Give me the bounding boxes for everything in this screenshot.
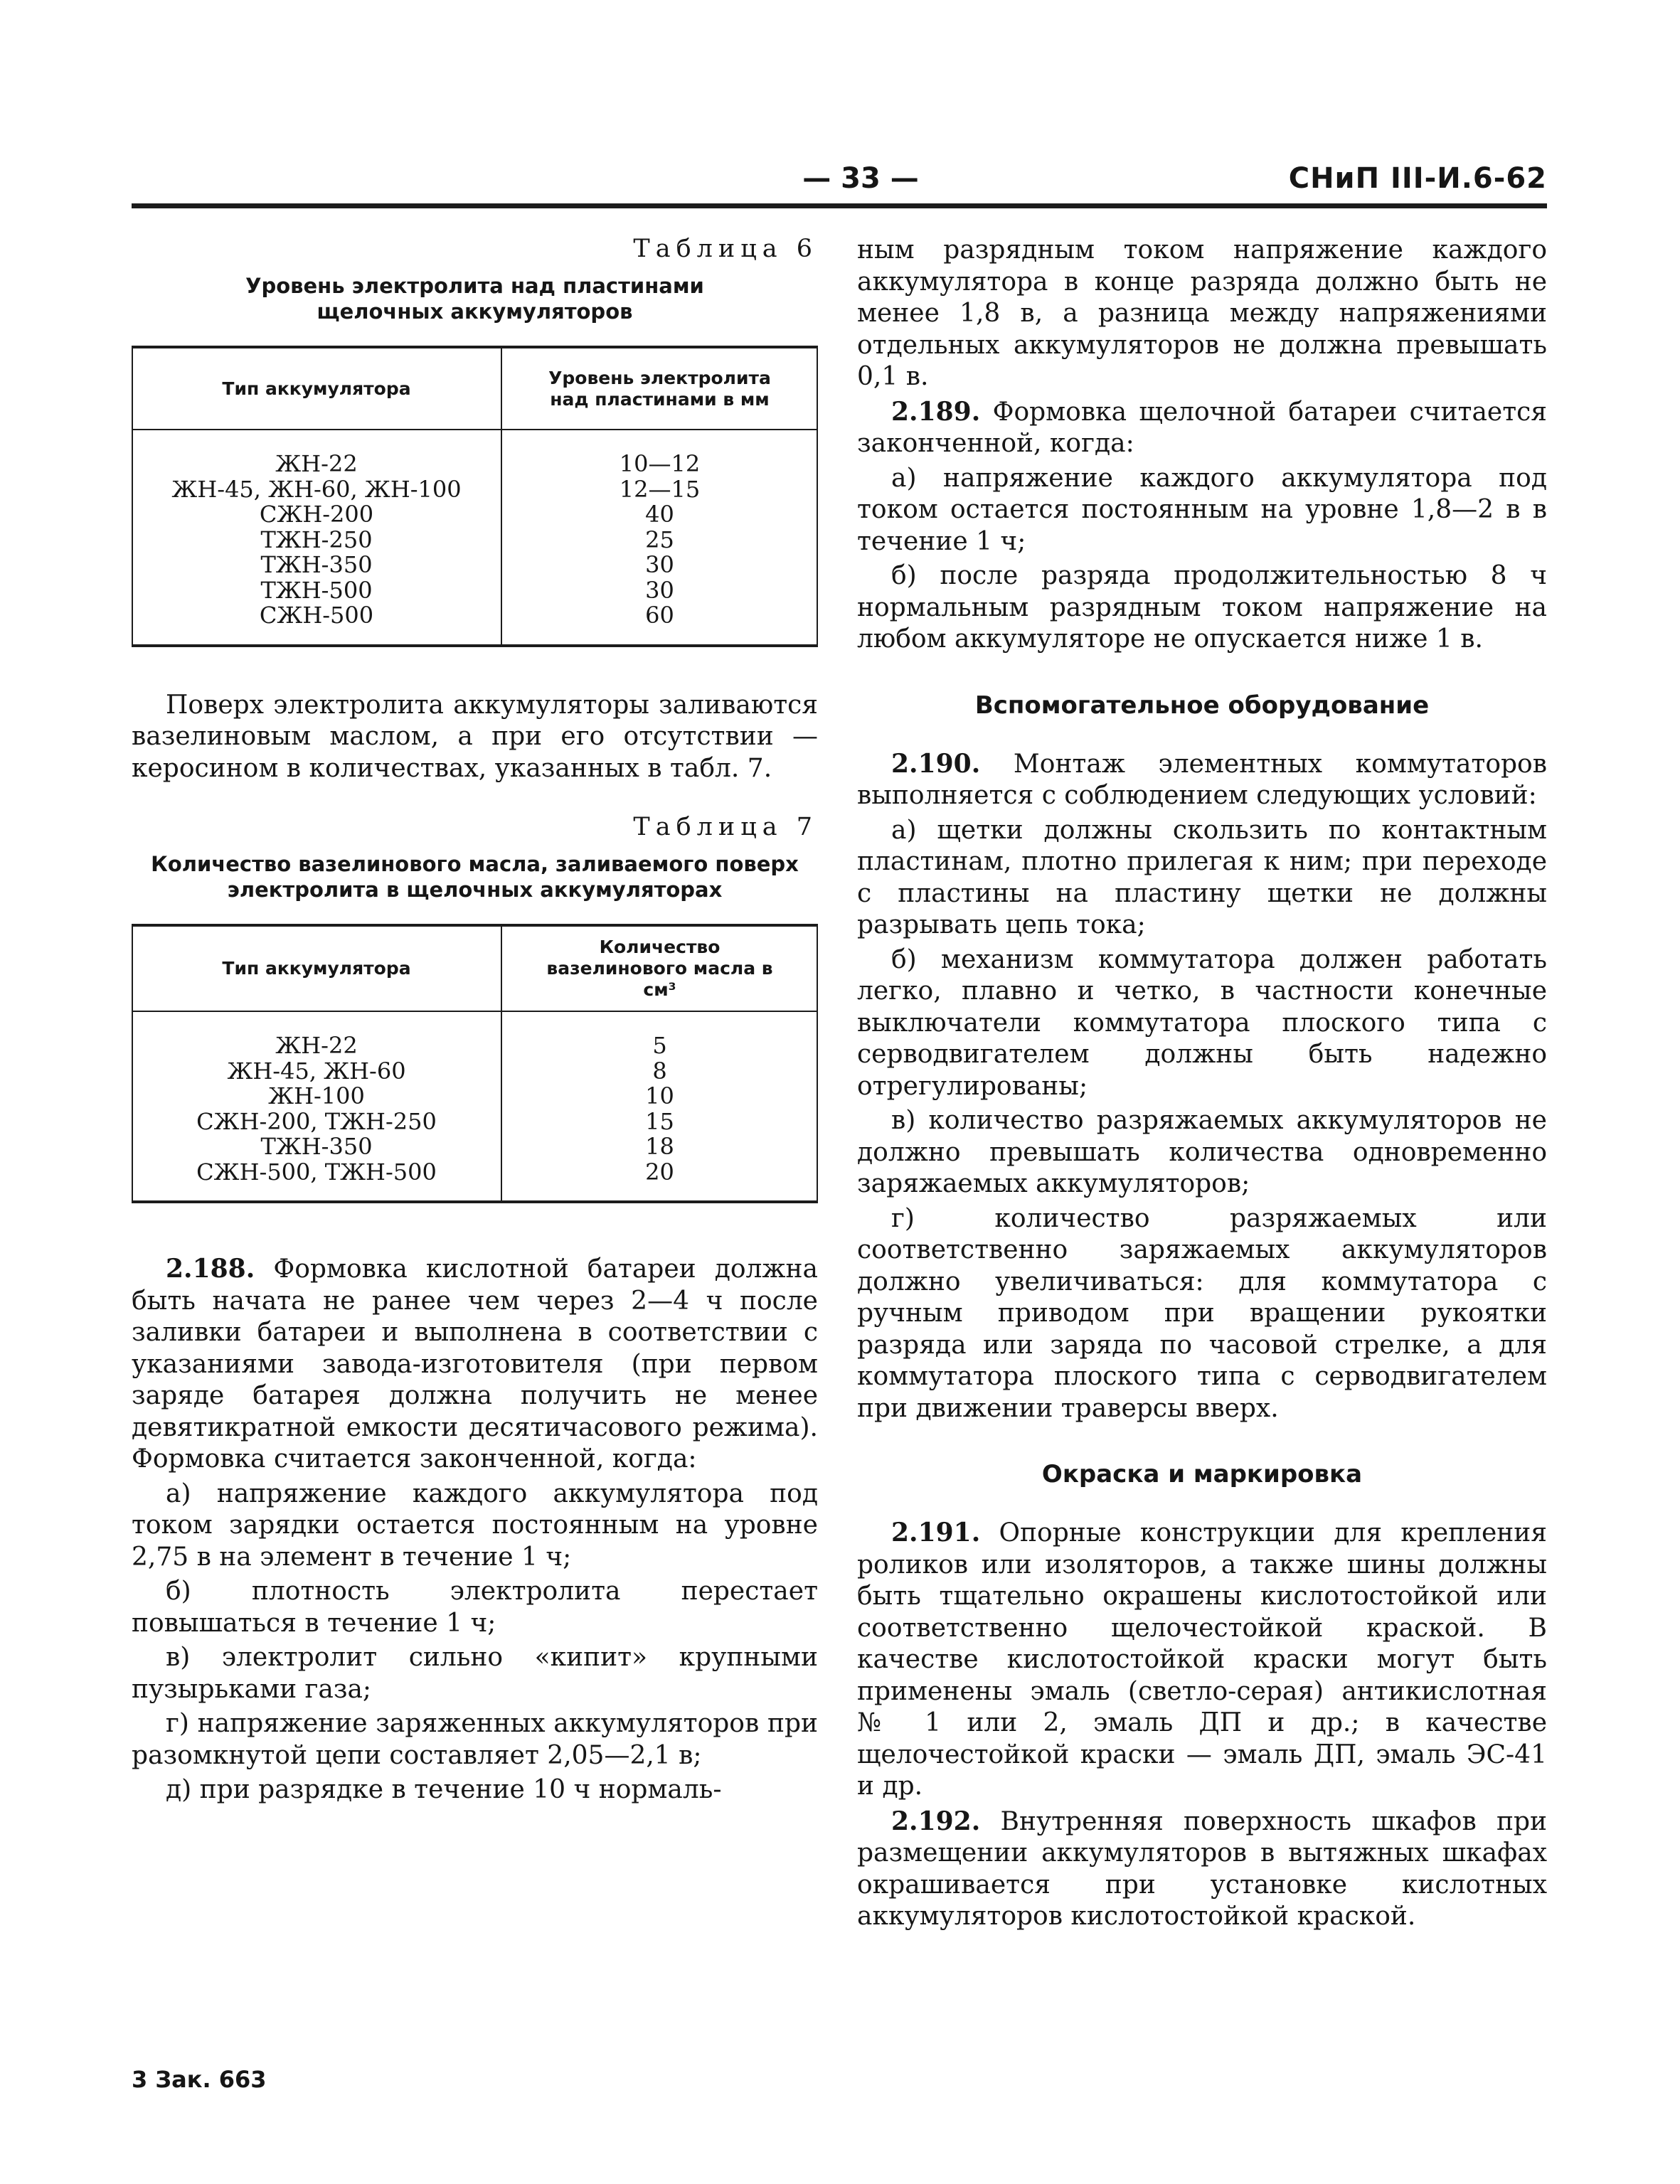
table-7-cell-value: 18 <box>645 1133 674 1160</box>
table-7-col2-header: Количество вазелинового масла в см³ <box>546 937 773 1000</box>
table-6-cell-value: 12—15 <box>619 475 701 503</box>
list-item: д) при разрядке в течение 10 ч нормаль- <box>166 1775 722 1804</box>
table-7-header <box>132 927 818 1012</box>
table-7-column-divider <box>501 927 502 1200</box>
right-column <box>857 235 1547 1933</box>
paragraph-text: Внутренняя поверхность шкафов при размещении аккумуляторов в вытяжных шкафах окрашивается при установке кислотных аккумуляторов кислотостойкой краской. <box>857 1806 1547 1931</box>
table-6-body <box>132 430 818 644</box>
list-item: б) механизм коммутатора должен работать легко, плавно и четко, в частности конечные выключатели коммутатора плоского типа с серводвигателем должны быть надежно отрегулированы; <box>857 944 1547 1101</box>
table-7 <box>132 924 818 1203</box>
table-6-cell-type: ЖН-22 <box>275 450 358 477</box>
table-7-border-left <box>132 927 133 1200</box>
table-7-cell-value: 20 <box>645 1158 674 1186</box>
list-item: в) количество разряжаемых аккумуляторов не должно превышать количества одновременно заряжаемых аккумуляторов; <box>857 1106 1547 1198</box>
section-heading-auxiliary: Вспомогательное оборудование <box>974 691 1430 720</box>
paragraph-text: Формовка кислотной батареи должна быть начата не ранее чем через 2—4 ч после заливки батареи и выполнена в соответствии с указаниями завода-изготовителя (при первом заряде батарея должна получить не менее девятикратной емкости десятичасового режима). Формовка считается законченной, когда: <box>132 1255 818 1474</box>
page-header <box>132 162 1547 202</box>
table-7-values <box>501 1033 818 1185</box>
table-6-col2-header: Уровень электролита над пластинами в мм <box>548 367 771 410</box>
section-heading-painting: Окраска и маркировка <box>1041 1460 1363 1488</box>
paragraph-number: 2.189. <box>891 396 981 427</box>
list-item: а) щетки должны скользить по контактным пластинам, плотно прилегая к ним; при переходе с пластины на пластину щетки не должны разрывать цепь тока; <box>857 815 1547 939</box>
table-6-border-left <box>132 348 133 644</box>
table-7-cell-value: 5 <box>652 1032 667 1059</box>
table-6-cell-value: 25 <box>645 526 674 553</box>
table-6-cell-value: 30 <box>645 576 674 604</box>
table-6-cell-value: 60 <box>645 602 674 629</box>
table-7-cell-type: ЖН-22 <box>275 1032 358 1059</box>
table-7-body <box>132 1012 818 1200</box>
table-7-border-right <box>817 927 818 1200</box>
footer-print-order: 3 Зак. 663 <box>132 2066 267 2093</box>
table-7-cell-value: 8 <box>652 1057 667 1085</box>
table-6-border-right <box>817 348 818 644</box>
paragraph-vaseline: Поверх электролита аккумуляторы заливаются вазелиновым маслом, а при его отсутствии — керосином в количествах, указанных в табл. 7. <box>132 690 818 783</box>
table-6-cell-type: ЖН-45, ЖН-60, ЖН-100 <box>171 475 462 503</box>
table-6-cell-type: ТЖН-350 <box>260 551 373 578</box>
paragraph-2-191 <box>857 1517 1547 1803</box>
header-rule <box>132 203 1547 208</box>
table-7-cell-type: ЖН-45, ЖН-60 <box>227 1057 406 1085</box>
paragraph-continuation: ным разрядным током напряжение каждого аккумулятора в конце разряда должно быть не менее 1,8 в, а разница между напряжениями отдельных аккумуляторов не должна превышать 0,1 в. <box>857 235 1547 391</box>
table-7-cell-type: СЖН-200, ТЖН-250 <box>196 1107 437 1135</box>
left-column <box>132 235 818 1806</box>
table-7-cell-value: 15 <box>645 1107 674 1135</box>
table-7-label: Таблица 7 <box>633 813 818 841</box>
paragraph-2-189 <box>857 396 1547 460</box>
paragraph-number: 2.192. <box>891 1806 981 1836</box>
table-6-cell-type: СЖН-500 <box>259 602 374 629</box>
table-6-col1-header: Тип аккумулятора <box>222 378 411 399</box>
table-6-cell-value: 40 <box>645 501 674 528</box>
list-item: а) напряжение каждого аккумулятора под током остается постоянным на уровне 1,8—2 в в течение 1 ч; <box>857 463 1547 556</box>
paragraph-number: 2.188. <box>166 1254 255 1284</box>
table-7-col1-header: Тип аккумулятора <box>222 958 411 979</box>
table-6-types <box>132 452 501 629</box>
table-6-column-divider <box>501 348 502 644</box>
table-6-cell-type: ТЖН-250 <box>260 526 373 553</box>
table-7-types <box>132 1033 501 1185</box>
paragraph-text: Формовка щелочной батареи считается законченной, когда: <box>857 397 1547 458</box>
table-7-caption: Количество вазелинового масла, заливаемого поверх электролита в щелочных аккумуляторах <box>151 852 799 902</box>
table-7-cell-value: 10 <box>645 1082 674 1109</box>
paragraph-text: Опорные конструкции для крепления роликов или изоляторов, а также шины должны быть тщательно окрашены кислотостойкой или соответственно щелочестойкой краской. В качестве кислотостойкой краски могут быть применены эмаль (светло-серая) антикислотная № 1 или 2, эмаль ДП и др.; в качестве щелочестойкой краски — эмаль ДП, эмаль ЭС-41 и др. <box>857 1518 1547 1801</box>
list-item: а) напряжение каждого аккумулятора под током зарядки остается постоянным на уровне 2,75 в на элемент в течение 1 ч; <box>132 1479 818 1572</box>
paragraph-text: Монтаж элементных коммутаторов выполняется с соблюдением следующих условий: <box>857 749 1547 810</box>
table-7-cell-type: ТЖН-350 <box>260 1133 373 1160</box>
paragraph-number: 2.191. <box>891 1518 981 1548</box>
table-7-cell-type: ЖН-100 <box>268 1082 365 1109</box>
table-6-values <box>501 452 818 629</box>
table-7-cell-type: СЖН-500, ТЖН-500 <box>196 1158 437 1186</box>
list-item: б) плотность электролита перестает повышаться в течение 1 ч; <box>132 1577 818 1638</box>
table-6-cell-type: СЖН-200 <box>259 501 374 528</box>
table-6-cell-value: 10—12 <box>619 450 701 477</box>
paragraph-2-188 <box>132 1253 818 1476</box>
page-number: — 33 — <box>802 162 919 195</box>
paragraph-number: 2.190. <box>891 748 981 779</box>
paragraph-2-190 <box>857 748 1547 812</box>
table-6-cell-type: ТЖН-500 <box>260 576 373 604</box>
list-item: б) после разряда продолжительностью 8 ч нормальным разрядным током напряжение на любом аккумуляторе не опускается ниже 1 в. <box>857 561 1547 654</box>
document-code: СНиП III-И.6-62 <box>1288 162 1547 195</box>
table-6-cell-value: 30 <box>645 551 674 578</box>
table-6-label: Таблица 6 <box>633 235 818 263</box>
table-6-header <box>132 348 818 430</box>
table-6 <box>132 346 818 647</box>
paragraph-2-192 <box>857 1806 1547 1933</box>
list-item: г) напряжение заряженных аккумуляторов при разомкнутой цепи составляет 2,05—2,1 в; <box>132 1709 818 1770</box>
list-item: в) электролит сильно «кипит» крупными пузырьками газа; <box>132 1643 818 1704</box>
list-item: г) количество разряжаемых или соответственно заряжаемых аккумуляторов должно увеличиваться: для коммутатора с ручным приводом при вращении рукоятки разряда или заряда по часовой стрелке, а для коммутатора плоского типа с серводвигателем при движении траверсы вверх. <box>857 1203 1547 1423</box>
table-6-caption: Уровень электролита над пластинами щелочных аккумуляторов <box>245 274 704 324</box>
